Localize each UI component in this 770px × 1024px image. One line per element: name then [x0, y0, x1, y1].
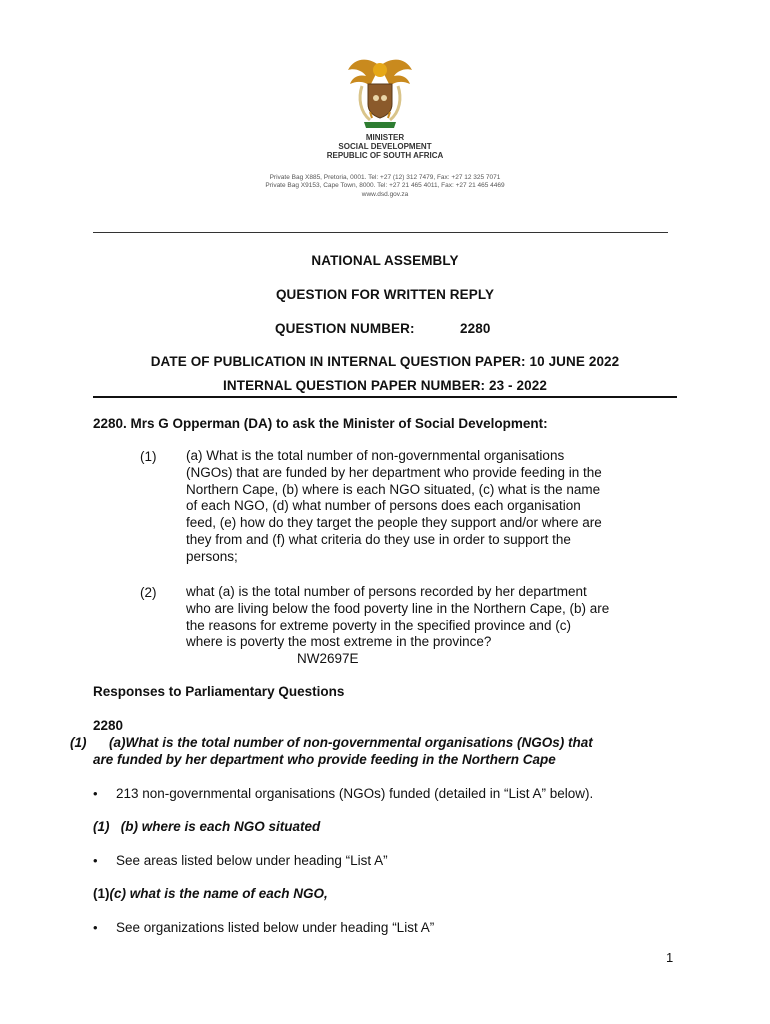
- address-line-2: Private Bag X9153, Cape Town, 8000. Tel: +27 21 465 4011, Fax: +27 21 465 4469: [265, 182, 505, 189]
- office-line-3: REPUBLIC OF SOUTH AFRICA: [326, 151, 444, 160]
- answer-1c: See organizations listed below under heading “List A”: [116, 920, 435, 935]
- response-question-1b: (1) (b) where is each NGO situated: [93, 819, 321, 834]
- q2-line: who are living below the food poverty line in the Northern Cape, (b) are: [186, 600, 610, 616]
- address-line-1: Private Bag X885, Pretoria, 0001. Tel: +27 (12) 312 7479, Fax: +27 12 325 7071: [269, 174, 501, 181]
- q1-line: they from and (f) what criteria do they use in order to support the: [186, 531, 571, 547]
- publication-date: DATE OF PUBLICATION IN INTERNAL QUESTION PAPER: 10 JUNE 2022: [150, 354, 620, 369]
- q1-line: persons;: [186, 548, 238, 564]
- q1-line: (NGOs) that are funded by her department who provide feeding in the: [186, 464, 602, 480]
- question-number-label: QUESTION NUMBER:: [275, 321, 415, 336]
- paper-number: INTERNAL QUESTION PAPER NUMBER: 23 - 2022: [223, 378, 547, 393]
- responses-heading: Responses to Parliamentary Questions: [93, 684, 345, 699]
- page-number: 1: [666, 950, 674, 965]
- response-question-1a-line2: are funded by her department who provide feeding in the Northern Cape: [93, 752, 556, 767]
- answer-1a: 213 non-governmental organisations (NGOs) funded (detailed in “List A” below).: [116, 786, 594, 801]
- website: www.dsd.gov.za: [361, 191, 409, 198]
- response-number: 2280: [93, 718, 124, 733]
- question-item-1: [186, 448, 674, 566]
- bullet-icon: •: [93, 920, 98, 935]
- response-question-1c: [93, 886, 328, 901]
- question-title: 2280. Mrs G Opperman (DA) to ask the Minister of Social Development:: [93, 416, 548, 431]
- bullet-icon: •: [93, 853, 98, 868]
- response-question-1c-prefix: (1): [93, 886, 110, 901]
- office-line-1: MINISTER: [365, 133, 405, 142]
- answer-1b: See areas listed below under heading “List A”: [116, 853, 388, 868]
- question-reference: NW2697E: [297, 651, 359, 666]
- section-divider: [93, 396, 677, 398]
- q1-line: Northern Cape, (b) where is each NGO situated, (c) what is the name: [186, 481, 601, 497]
- reply-type-heading: QUESTION FOR WRITTEN REPLY: [275, 287, 495, 302]
- question-number-value: 2280: [460, 321, 491, 336]
- response-question-1a-line1: (1) (a)What is the total number of non-governmental organisations (NGOs) that: [70, 735, 593, 750]
- q1-line: feed, (e) how do they target the people they support and/or where are: [186, 515, 602, 531]
- q2-line: what (a) is the total number of persons recorded by her department: [186, 584, 587, 599]
- office-line-2: SOCIAL DEVELOPMENT: [338, 142, 432, 151]
- q1-line: (a) What is the total number of non-governmental organisations: [186, 448, 565, 463]
- coat-of-arms-logo: [340, 52, 420, 132]
- header-divider: [93, 232, 668, 233]
- bullet-icon: •: [93, 786, 98, 801]
- q1-line: of each NGO, (d) what number of persons does each organisation: [186, 498, 581, 514]
- assembly-heading: NATIONAL ASSEMBLY: [311, 253, 459, 268]
- q2-line: the reasons for extreme poverty in the specified province and (c): [186, 617, 571, 633]
- response-question-1c-text: (c) what is the name of each NGO,: [109, 886, 328, 901]
- q2-line: where is poverty the most extreme in the province?: [186, 634, 492, 650]
- question-item-number-2: (2): [140, 585, 157, 600]
- question-item-number-1: (1): [140, 449, 157, 464]
- question-item-2: [186, 584, 674, 651]
